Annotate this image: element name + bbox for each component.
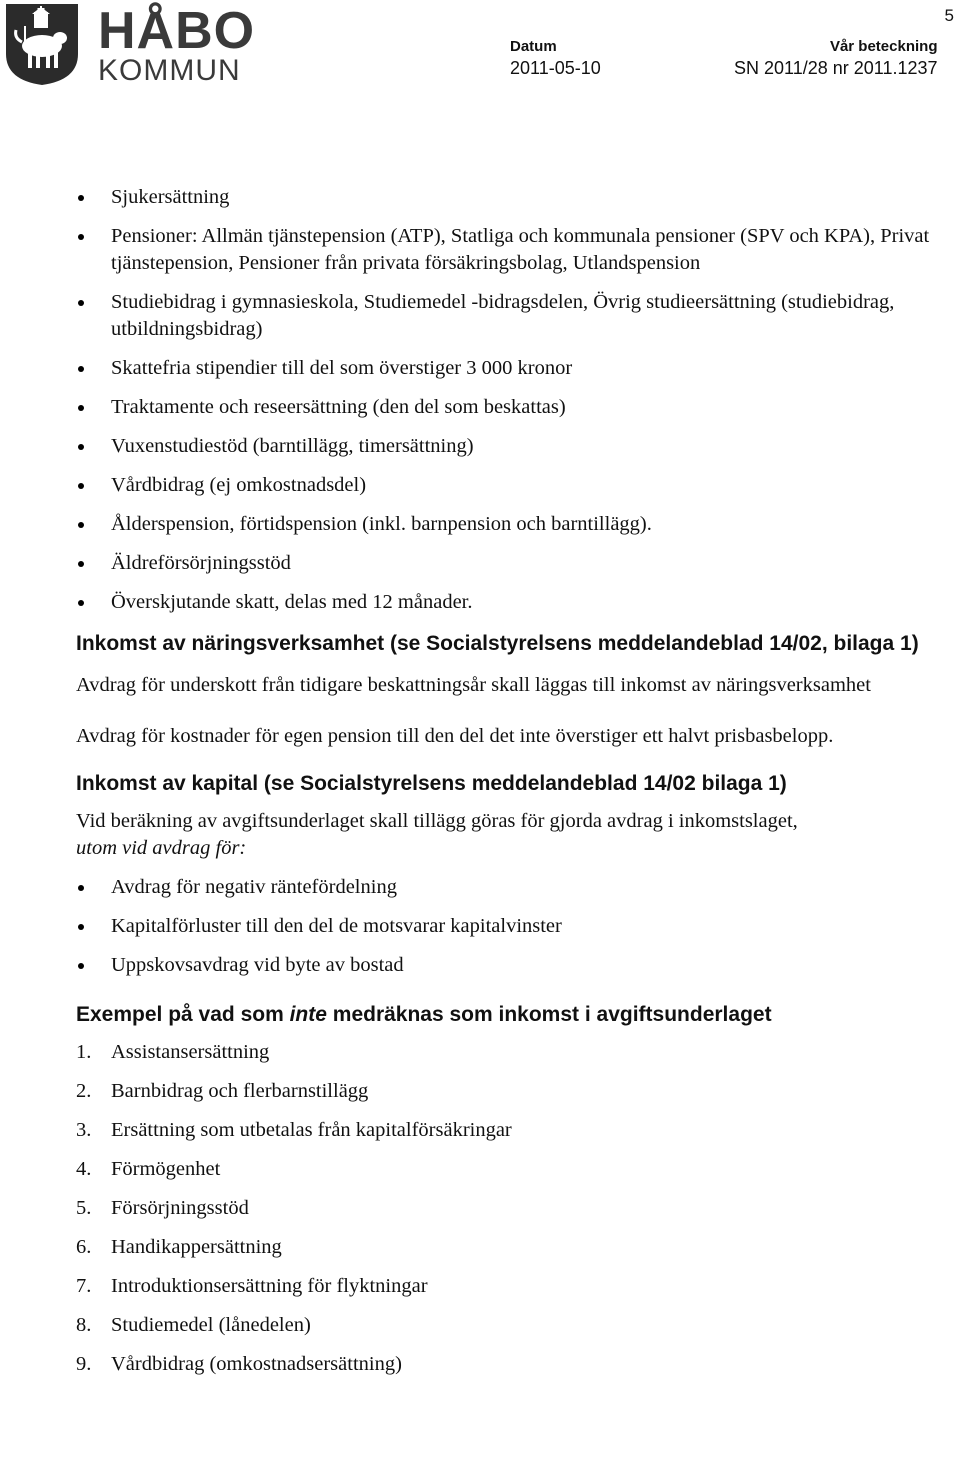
logo-subtitle: KOMMUN <box>98 54 241 87</box>
list-item-text: Äldreförsörjningsstöd <box>111 552 291 574</box>
list-item-text: Överskjutande skatt, delas med 12 månader. <box>111 591 473 613</box>
income-bullet-list <box>76 184 946 616</box>
list-item-text: Avdrag för negativ räntefördelning <box>111 876 397 898</box>
business-paragraph-2: Avdrag för kostnader för egen pension till den del det inte överstiger ett halvt prisbasbelopp. <box>76 725 834 747</box>
list-item-text: Förmögenhet <box>111 1158 221 1180</box>
bullet-icon <box>78 924 84 930</box>
capital-income-heading: Inkomst av kapital (se Socialstyrelsens meddelandeblad 14/02 bilaga 1) <box>76 772 787 795</box>
list-item <box>76 1156 946 1183</box>
bullet-icon <box>78 444 84 450</box>
list-item-text: Kapitalförluster till den del de motsvarar kapitalvinster <box>111 915 562 937</box>
list-number: 2. <box>76 1080 92 1102</box>
logo-name: HÅBO <box>98 2 256 60</box>
list-item <box>76 1351 946 1378</box>
document-body <box>76 184 946 1390</box>
capital-intro-text: Vid beräkning av avgiftsunderlaget skall tillägg göras för gjorda avdrag i inkomstslaget, <box>76 810 798 832</box>
list-item <box>76 1234 946 1261</box>
heading-part-1: Exempel på vad som <box>76 1003 290 1026</box>
date-label: Datum <box>510 38 557 55</box>
list-item-text: Introduktionsersättning för flyktningar <box>111 1275 428 1297</box>
bullet-icon <box>78 963 84 969</box>
list-number: 6. <box>76 1236 92 1258</box>
list-item-text: Ålderspension, förtidspension (inkl. barnpension och barntillägg). <box>111 513 652 535</box>
list-item <box>76 223 946 277</box>
list-item-text: Uppskovsavdrag vid byte av bostad <box>111 954 404 976</box>
list-item-text: Traktamente och reseersättning (den del som beskattas) <box>111 396 566 418</box>
excluded-income-heading <box>76 1001 946 1029</box>
list-item-text: Skattefria stipendier till del som överstiger 3 000 kronor <box>111 357 573 379</box>
date-block <box>510 38 601 80</box>
business-income-heading: Inkomst av näringsverksamhet (se Socialstyrelsens meddelandeblad 14/02, bilaga 1) <box>76 632 919 655</box>
list-item <box>76 289 946 343</box>
list-item <box>76 589 946 616</box>
list-number: 4. <box>76 1158 92 1180</box>
list-item <box>76 472 946 499</box>
bullet-icon <box>78 405 84 411</box>
heading-part-2: medräknas som inkomst i avgiftsunderlaget <box>326 1003 772 1026</box>
list-item-text: Pensioner: Allmän tjänstepension (ATP), Statliga och kommunala pensioner (SPV och KPA), Privat tjänstepension, Pensioner från privata försäkringsbolag, Utlandspension <box>111 225 930 274</box>
list-item <box>76 1078 946 1105</box>
bullet-icon <box>78 522 84 528</box>
list-number: 5. <box>76 1197 92 1219</box>
list-item <box>76 550 946 577</box>
capital-intro-italic: utom vid avdrag för: <box>76 837 247 859</box>
list-item <box>76 1273 946 1300</box>
list-item <box>76 511 946 538</box>
list-item <box>76 355 946 382</box>
list-item-text: Barnbidrag och flerbarnstillägg <box>111 1080 369 1102</box>
page-number: 5 <box>944 6 954 25</box>
bullet-icon <box>78 195 84 201</box>
bullet-icon <box>78 885 84 891</box>
list-item-text: Studiemedel (lånedelen) <box>111 1314 311 1336</box>
bullet-icon <box>78 366 84 372</box>
list-item <box>76 433 946 460</box>
list-number: 9. <box>76 1353 92 1375</box>
bullet-icon <box>78 600 84 606</box>
list-item <box>76 1312 946 1339</box>
sheep-church-coat-of-arms-icon <box>4 2 80 86</box>
list-number: 7. <box>76 1275 92 1297</box>
list-item-text: Ersättning som utbetalas från kapitalförsäkringar <box>111 1119 512 1141</box>
list-item-text: Försörjningsstöd <box>111 1197 249 1219</box>
list-number: 3. <box>76 1119 92 1141</box>
list-item-text: Studiebidrag i gymnasieskola, Studiemedel -bidragsdelen, Övrig studieersättning (studiebidrag, utbildningsbidrag) <box>111 291 895 340</box>
capital-intro <box>76 808 946 862</box>
list-number: 1. <box>76 1041 92 1063</box>
heading-italic: inte <box>289 1003 327 1026</box>
excluded-income-list <box>76 1039 946 1378</box>
list-item <box>76 394 946 421</box>
list-item-text: Handikappersättning <box>111 1236 282 1258</box>
date-value: 2011-05-10 <box>510 58 601 78</box>
bullet-icon <box>78 561 84 567</box>
list-item <box>76 184 946 211</box>
capital-exceptions-list <box>76 874 946 979</box>
list-item <box>76 1117 946 1144</box>
list-item <box>76 952 946 979</box>
bullet-icon <box>78 483 84 489</box>
bullet-icon <box>78 234 84 240</box>
list-item <box>76 874 946 901</box>
list-item-text: Sjukersättning <box>111 186 230 208</box>
list-item <box>76 1039 946 1066</box>
list-item-text: Vårdbidrag (ej omkostnadsdel) <box>111 474 367 496</box>
list-item-text: Vårdbidrag (omkostnadsersättning) <box>111 1353 402 1375</box>
list-item <box>76 913 946 940</box>
municipality-logo <box>98 2 256 87</box>
list-item-text: Assistansersättning <box>111 1041 270 1063</box>
bullet-icon <box>78 300 84 306</box>
reference-label: Vår beteckning <box>829 38 938 55</box>
list-item-text: Vuxenstudiestöd (barntillägg, timersättning) <box>111 435 474 457</box>
business-paragraph-1: Avdrag för underskott från tidigare beskattningsår skall läggas till inkomst av näringsverksamhet <box>76 674 871 696</box>
reference-block <box>734 38 938 80</box>
list-item <box>76 1195 946 1222</box>
list-number: 8. <box>76 1314 92 1336</box>
reference-value: SN 2011/28 nr 2011.1237 <box>734 58 938 78</box>
